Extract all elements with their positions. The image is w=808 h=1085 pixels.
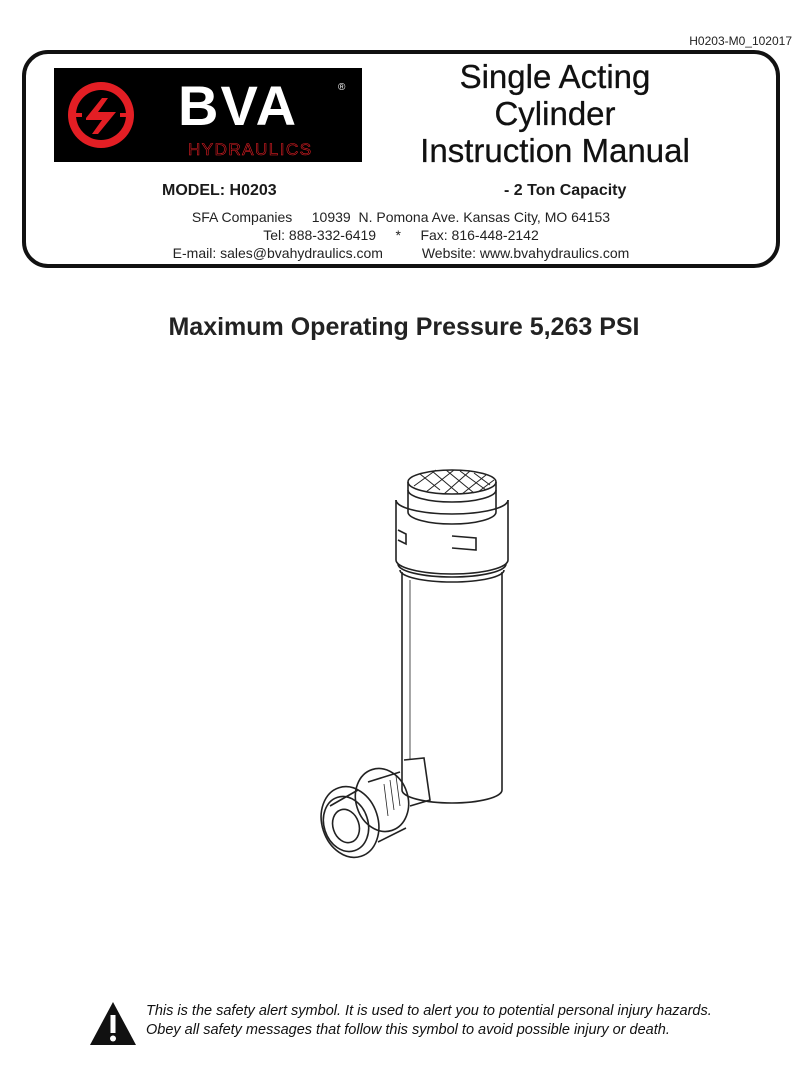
company-email-website: E-mail: sales@bvahydraulics.com Website: www.bvahydraulics.com xyxy=(172,245,630,261)
safety-line-1: This is the safety alert symbol. It is used to alert you to potential personal injury hazards. xyxy=(146,1003,712,1019)
manual-title xyxy=(390,58,720,169)
safety-line-2: Obey all safety messages that follow this symbol to avoid possible injury or death. xyxy=(146,1022,670,1038)
title-line-3: Instruction Manual xyxy=(420,132,690,169)
logo-text: BVA xyxy=(178,74,299,137)
company-address: SFA Companies 10939 N. Pomona Ave. Kansas City, MO 64153 xyxy=(191,209,611,225)
company-info xyxy=(26,208,776,262)
safety-text xyxy=(146,1002,712,1040)
model-number: MODEL: H0203 xyxy=(162,182,277,199)
registered-mark: ® xyxy=(338,82,346,93)
bva-logo xyxy=(54,68,362,162)
title-line-2: Cylinder xyxy=(494,95,616,132)
max-pressure-heading: Maximum Operating Pressure 5,263 PSI xyxy=(168,313,640,341)
cylinder-drawing xyxy=(290,460,520,880)
capacity: - 2 Ton Capacity xyxy=(504,182,627,199)
header-box xyxy=(22,50,780,268)
company-phone-fax: Tel: 888-332-6419 * Fax: 816-448-2142 xyxy=(263,227,539,243)
safety-notice xyxy=(88,1000,768,1054)
title-line-1: Single Acting xyxy=(459,58,651,95)
warning-triangle-icon xyxy=(88,1000,138,1048)
logo-emblem-icon xyxy=(68,82,134,148)
logo-subtext: HYDRAULICS xyxy=(188,140,313,159)
document-code: H0203-M0_102017 xyxy=(689,34,792,48)
